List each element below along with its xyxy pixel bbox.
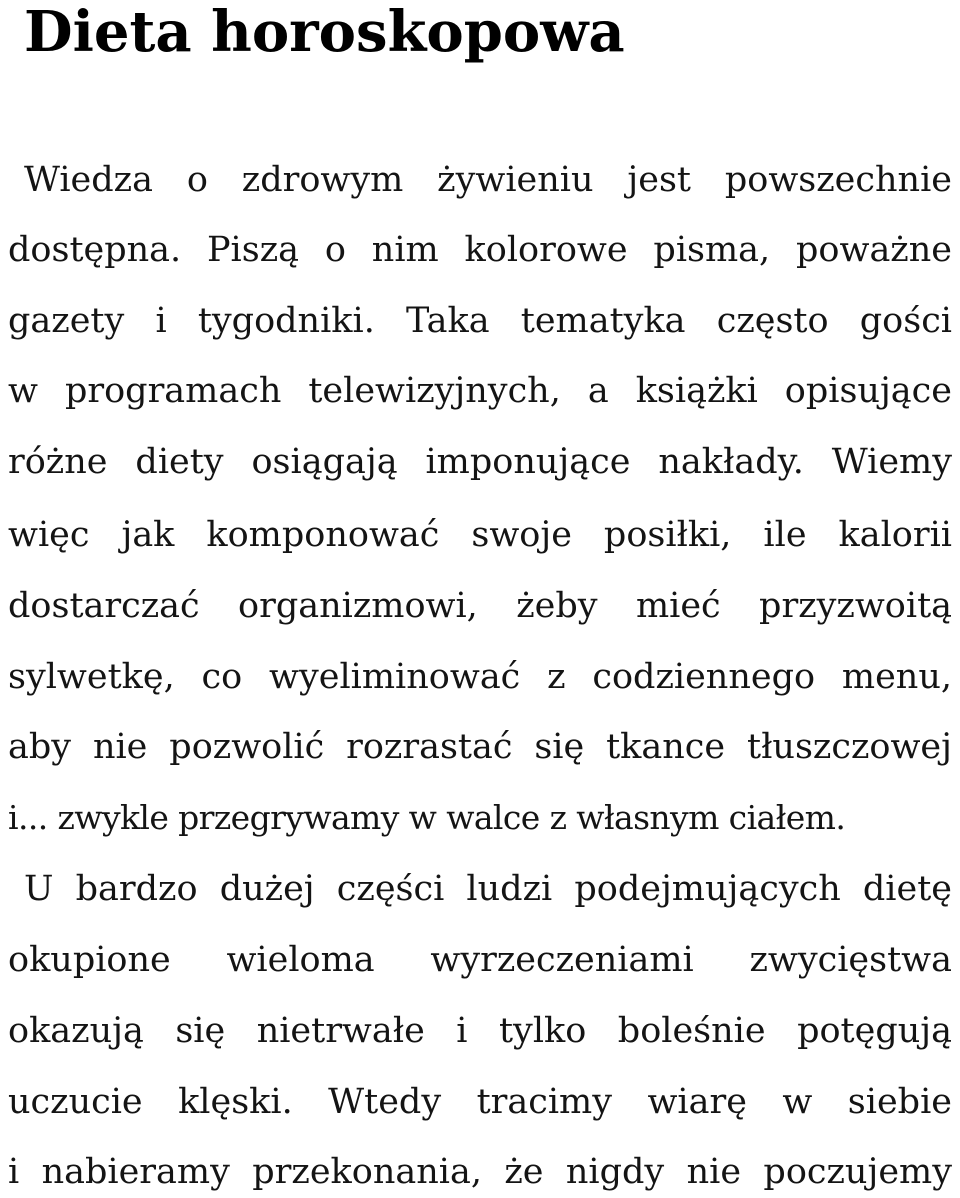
text-line: więc jak komponować swoje posiłki, ile kalorii bbox=[8, 515, 952, 555]
text-line: różne diety osiągają imponujące nakłady. Wiemy bbox=[8, 442, 952, 482]
text-line: uczucie klęski. Wtedy tracimy wiarę w siebie bbox=[8, 1082, 952, 1122]
text-line: okazują się nietrwałe i tylko boleśnie potęgują bbox=[8, 1011, 952, 1051]
text-line: aby nie pozwolić rozrastać się tkance tłuszczowej bbox=[8, 727, 952, 767]
text-line: sylwetkę, co wyeliminować z codziennego menu, bbox=[8, 657, 952, 697]
text-line: i... zwykle przegrywamy w walce z własnym ciałem. bbox=[8, 798, 846, 837]
text-line: U bardzo dużej części ludzi podejmujących dietę bbox=[24, 869, 952, 909]
text-line: gazety i tygodniki. Taka tematyka często gości bbox=[8, 301, 952, 341]
text-line: okupione wieloma wyrzeczeniami zwycięstwa bbox=[8, 940, 952, 980]
page-title: Dieta horoskopowa bbox=[24, 0, 625, 65]
text-line: Wiedza o zdrowym żywieniu jest powszechnie bbox=[24, 160, 952, 200]
text-line: i nabieramy przekonania, że nigdy nie poczujemy bbox=[8, 1152, 952, 1192]
text-line: dostępna. Piszą o nim kolorowe pisma, poważne bbox=[8, 230, 952, 270]
text-line: dostarczać organizmowi, żeby mieć przyzwoitą bbox=[8, 586, 952, 626]
text-line: w programach telewizyjnych, a książki opisujące bbox=[8, 371, 952, 411]
